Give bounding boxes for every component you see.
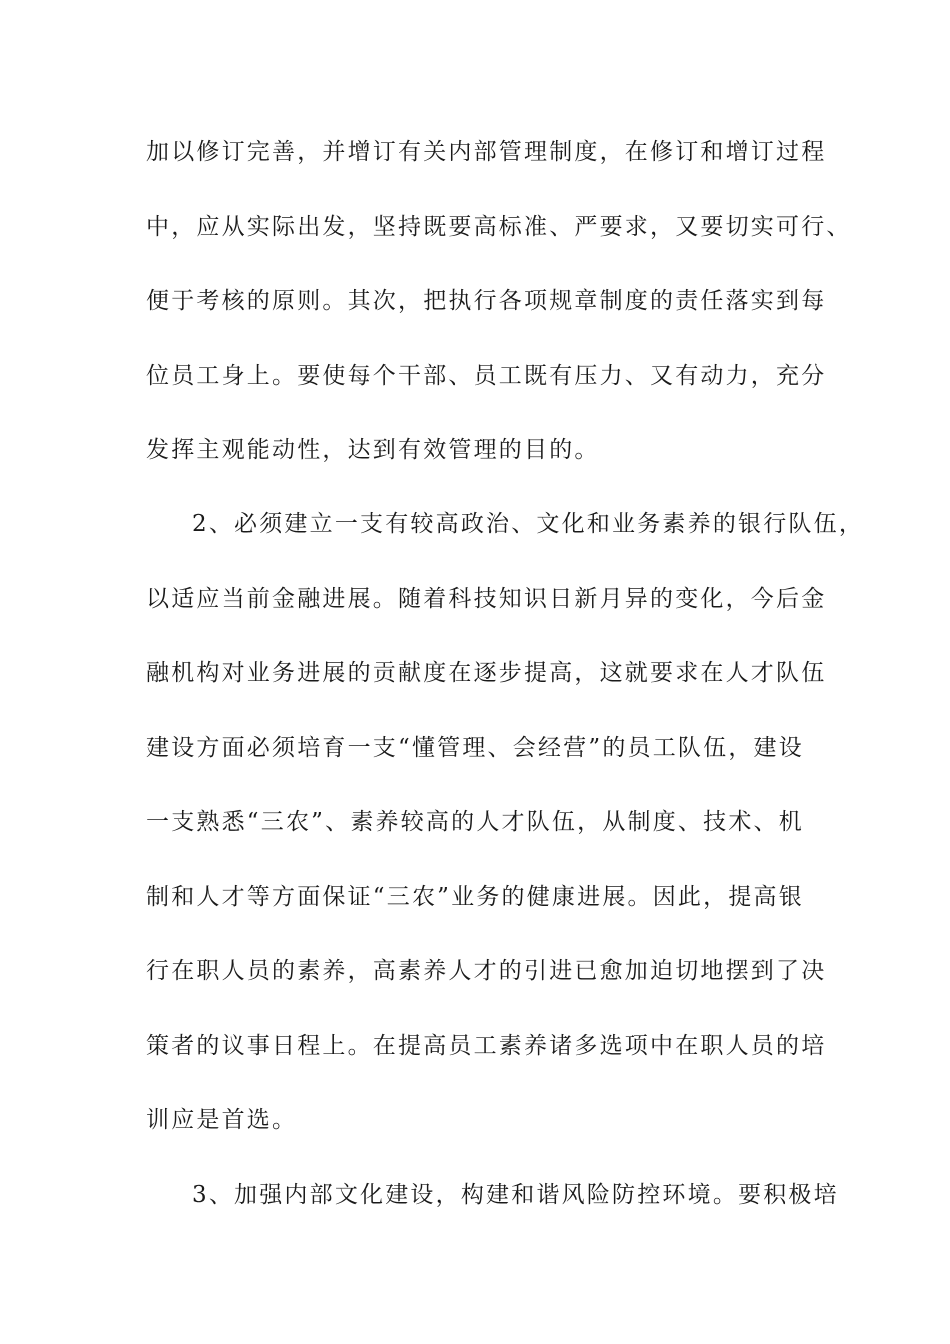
paragraph-line: 融机构对业务进展的贡献度在逐步提高，这就要求在人才队伍	[146, 660, 827, 686]
paragraph-line: 策者的议事日程上。在提高员工素养诸多选项中在职人员的培	[146, 1033, 827, 1059]
paragraph-line: 便于考核的原则。其次，把执行各项规章制度的责任落实到每	[146, 288, 827, 314]
paragraph-line: 3、加强内部文化建设，构建和谐风险防控环境。要积极培	[192, 1182, 839, 1208]
paragraph-line: 制和人才等方面保证“三农”业务的健康进展。因此，提高银	[146, 884, 804, 910]
paragraph-line: 行在职人员的素养，高素养人才的引进已愈加迫切地摆到了决	[146, 958, 827, 984]
paragraph-line: 中，应从实际出发，坚持既要高标准、严要求，又要切实可行、	[146, 214, 852, 240]
paragraph-line: 一支熟悉“三农”、素养较高的人才队伍，从制度、技术、机	[146, 809, 804, 835]
paragraph-line: 建设方面必须培育一支“懂管理、会经营”的员工队伍，建设	[146, 735, 804, 761]
paragraph-line: 2、必须建立一支有较高政治、文化和业务素养的银行队伍，	[192, 511, 865, 537]
paragraph-line: 加以修订完善，并增订有关内部管理制度，在修订和增订过程	[146, 139, 827, 165]
paragraph-line: 发挥主观能动性，达到有效管理的目的。	[146, 437, 600, 463]
paragraph-line: 以适应当前金融进展。随着科技知识日新月异的变化，今后金	[146, 586, 827, 612]
paragraph-line: 训应是首选。	[146, 1107, 298, 1133]
paragraph-line: 位员工身上。要使每个干部、员工既有压力、又有动力，充分	[146, 363, 827, 389]
